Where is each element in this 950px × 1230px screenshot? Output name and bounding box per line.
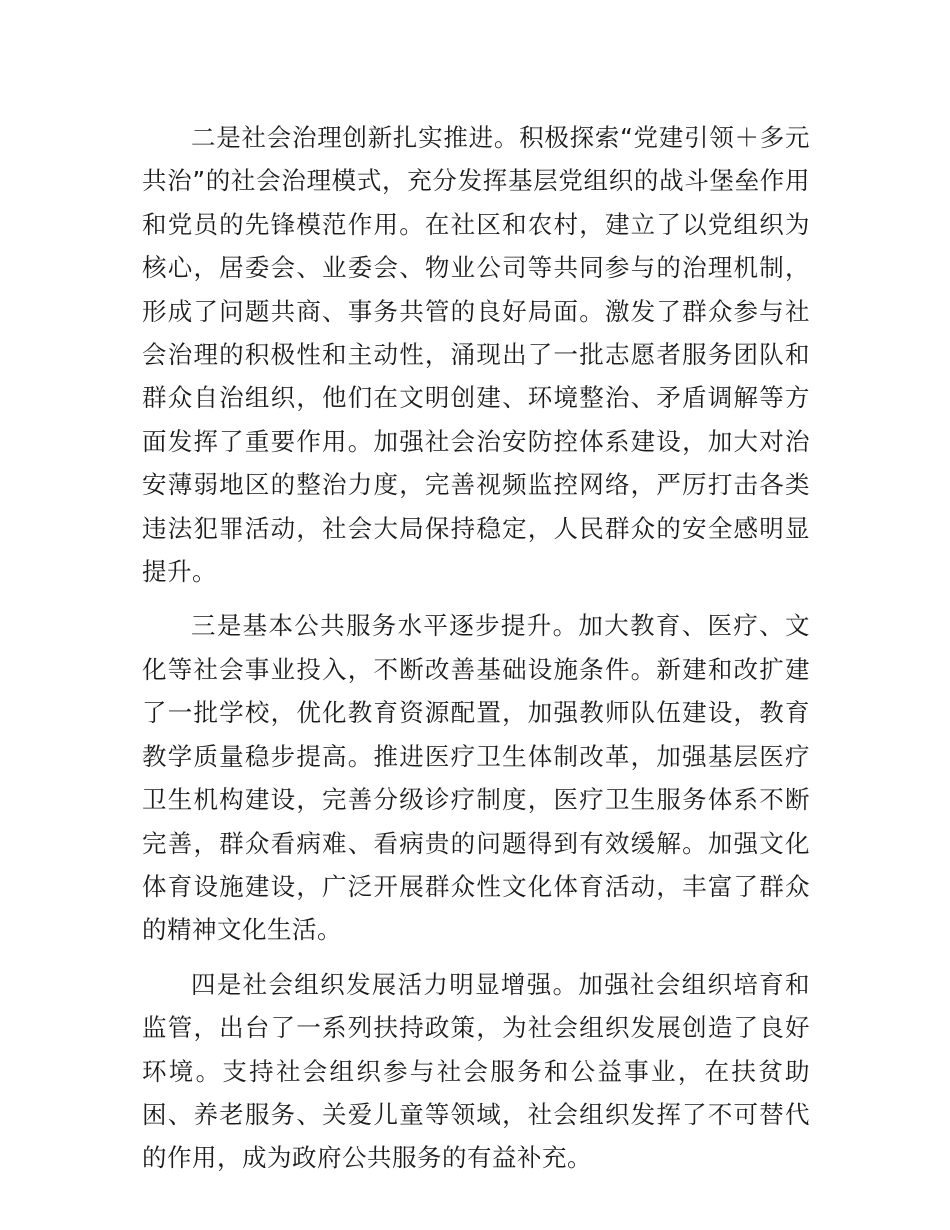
document-body [142,116,810,1191]
paragraph-social-governance: 二是社会治理创新扎实推进。积极探索“党建引领＋多元共治”的社会治理模式，充分发挥基层党组织的战斗堡垒作用和党员的先锋模范作用。在社区和农村，建立了以党组织为核心，居委会、业委会、物业公司等共同参与的治理机制，形成了问题共商、事务共管的良好局面。激发了群众参与社会治理的积极性和主动性，涌现出了一批志愿者服务团队和群众自治组织，他们在文明创建、环境整治、矛盾调解等方面发挥了重要作用。加强社会治安防控体系建设，加大对治安薄弱地区的整治力度，完善视频监控网络，严厉打击各类违法犯罪活动，社会大局保持稳定，人民群众的安全感明显提升。 [142,123,810,587]
paragraph-public-services: 三是基本公共服务水平逐步提升。加大教育、医疗、文化等社会事业投入，不断改善基础设施条件。新建和改扩建了一批学校，优化教育资源配置，加强教师队伍建设，教育教学质量稳步提高。推进医疗卫生体制改革，加强基层医疗卫生机构建设，完善分级诊疗制度，医疗卫生服务体系不断完善，群众看病难、看病贵的问题得到有效缓解。加强文化体育设施建设，广泛开展群众性文化体育活动，丰富了群众的精神文化生活。 [142,611,810,945]
paragraph-social-organizations: 四是社会组织发展活力明显增强。加强社会组织培育和监管，出台了一系列扶持政策，为社会组织发展创造了良好环境。支持社会组织参与社会服务和公益事业，在扶贫助困、养老服务、关爱儿童等领域，社会组织发挥了不可替代的作用，成为政府公共服务的有益补充。 [142,969,810,1173]
